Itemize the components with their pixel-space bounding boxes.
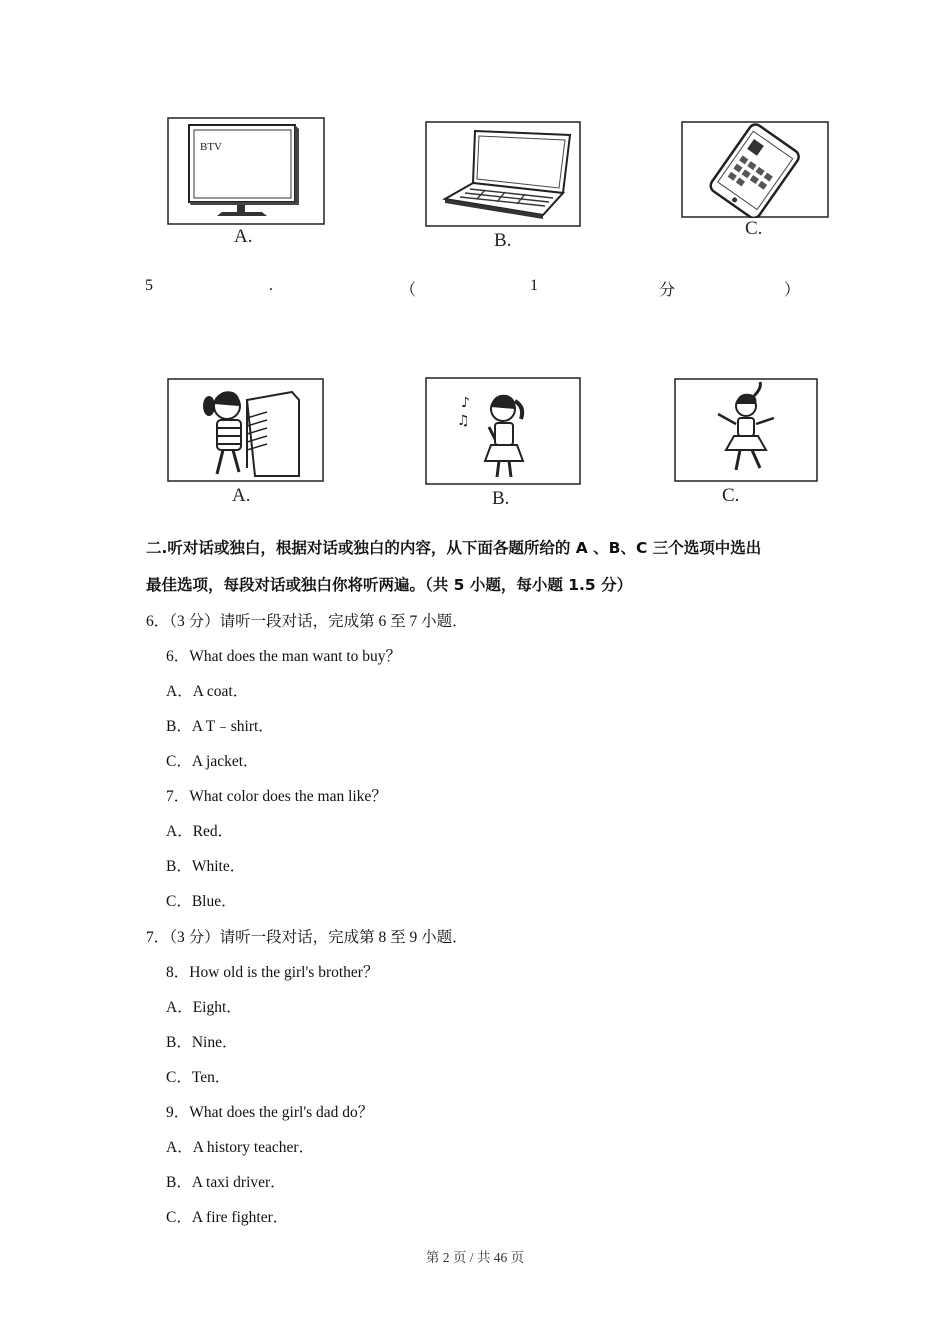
section-2-title-line2: 最佳选项，每段对话或独白你将听两遍。（共 5 小题，每小题 1.5 分） [146, 576, 633, 594]
option-8b: B．Nine． [166, 1034, 238, 1051]
option-8c: C．Ten． [166, 1069, 231, 1086]
svg-text:♪: ♪ [461, 395, 470, 411]
image-row-1 [0, 112, 950, 252]
page-footer: 第 2 页 / 共 46 页 [425, 1250, 525, 1265]
caption-2b: B. [492, 488, 510, 509]
q5-score: 1 [530, 277, 538, 294]
question-9: 9．What does the girl's dad do？ [166, 1104, 374, 1121]
question-group-6-7: 6．（3 分）请听一段对话，完成第 6 至 7 小题． [146, 613, 468, 630]
option-9c: C．A fire fighter． [166, 1209, 289, 1226]
caption-1c: C. [745, 218, 763, 239]
q5-number: 5 [145, 277, 153, 294]
option-7c: C．Blue． [166, 893, 237, 910]
option-7b: B．White． [166, 858, 246, 875]
option-8a: A．Eight． [166, 999, 242, 1016]
option-6c: C．A jacket． [166, 753, 259, 770]
q5-unit: 分 [659, 282, 676, 299]
caption-1b: B. [494, 230, 512, 251]
smartphone-image [681, 121, 829, 218]
question-8: 8．How old is the girl's brother？ [166, 964, 379, 981]
caption-2c: C. [722, 485, 740, 506]
tv-label: BTV [200, 141, 222, 153]
question-6: 6．What does the man want to buy？ [166, 648, 402, 665]
question-7: 7．What color does the man like？ [166, 788, 387, 805]
svg-text:♫: ♫ [457, 413, 470, 429]
tv-screen-image [167, 117, 325, 225]
q5-left-paren: （ [400, 282, 417, 299]
section-2-title-line1: 二.听对话或独白，根据对话或独白的内容，从下面各题所给的 A 、B、C 三个选项中选出 [146, 539, 762, 557]
caption-1a: A. [234, 226, 253, 247]
image-row-2 [0, 372, 950, 512]
girl-dancing-image [674, 378, 818, 482]
option-6b: B．A T﹣shirt． [166, 718, 274, 735]
option-6a: A．A coat． [166, 683, 249, 700]
girl-singing-image [425, 377, 581, 485]
q5-right-paren: ） [784, 282, 801, 299]
question-group-8-9: 7．（3 分）请听一段对话，完成第 8 至 9 小题． [146, 929, 468, 946]
option-7a: A．Red． [166, 823, 234, 840]
q5-dot: . [269, 277, 273, 294]
question-5-line [0, 277, 950, 301]
caption-2a: A. [232, 485, 251, 506]
laptop-image [425, 121, 581, 227]
option-9a: A．A history teacher． [166, 1139, 315, 1156]
option-9b: B．A taxi driver． [166, 1174, 286, 1191]
girl-playing-piano-image [167, 378, 324, 482]
